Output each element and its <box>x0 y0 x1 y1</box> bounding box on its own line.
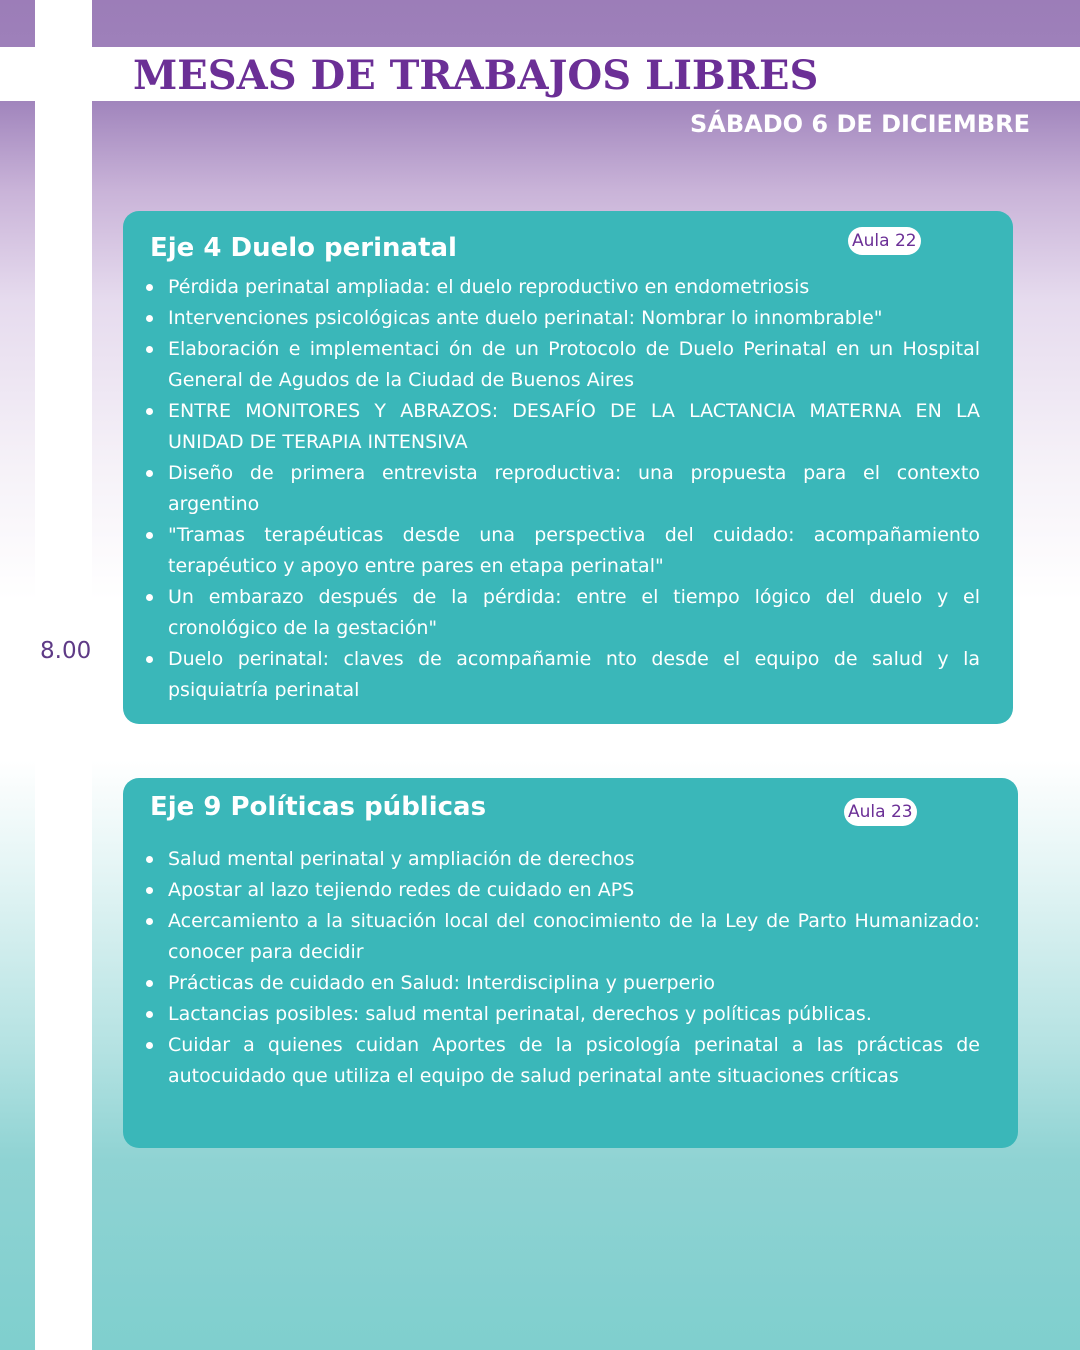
list-item: Acercamiento a la situación local del conocimiento de la Ley de Parto Humanizado: conocer para decidir <box>168 906 980 968</box>
list-item: Duelo perinatal: claves de acompañamie nto desde el equipo de salud y la psiquiatría perinatal <box>168 644 980 706</box>
page-title: MESAS DE TRABAJOS LIBRES <box>133 52 819 99</box>
list-item: Salud mental perinatal y ampliación de derechos <box>168 844 980 875</box>
list-item: Intervenciones psicológicas ante duelo perinatal: Nombrar lo innombrable" <box>168 303 980 334</box>
session-card-eje-4 <box>123 211 1013 724</box>
room-badge: Aula 23 <box>844 798 917 826</box>
paper-list <box>168 844 980 1092</box>
session-title: Eje 9 Políticas públicas <box>150 792 487 822</box>
list-item: Pérdida perinatal ampliada: el duelo reproductivo en endometriosis <box>168 272 980 303</box>
list-item: Lactancias posibles: salud mental perinatal, derechos y políticas públicas. <box>168 999 980 1030</box>
list-item: "Tramas terapéuticas desde una perspectiva del cuidado: acompañamiento terapéutico y apoyo entre pares en etapa perinatal" <box>168 520 980 582</box>
list-item: Elaboración e implementaci ón de un Protocolo de Duelo Perinatal en un Hospital General de Agudos de la Ciudad de Buenos Aires <box>168 334 980 396</box>
list-item: Apostar al lazo tejiendo redes de cuidado en APS <box>168 875 980 906</box>
room-badge: Aula 22 <box>848 227 921 255</box>
list-item: Cuidar a quienes cuidan Aportes de la psicología perinatal a las prácticas de autocuidado que utiliza el equipo de salud perinatal ante situaciones críticas <box>168 1030 980 1092</box>
left-white-strip <box>35 0 92 1350</box>
list-item: Prácticas de cuidado en Salud: Interdisciplina y puerperio <box>168 968 980 999</box>
list-item: ENTRE MONITORES Y ABRAZOS: DESAFÍO DE LA LACTANCIA MATERNA EN LA UNIDAD DE TERAPIA INTENSIVA <box>168 396 980 458</box>
event-date: SÁBADO 6 DE DICIEMBRE <box>690 110 1030 138</box>
list-item: Un embarazo después de la pérdida: entre el tiempo lógico del duelo y el cronológico de la gestación" <box>168 582 980 644</box>
paper-list <box>168 272 980 706</box>
session-title: Eje 4 Duelo perinatal <box>150 233 457 263</box>
session-time: 8.00 <box>40 638 92 664</box>
list-item: Diseño de primera entrevista reproductiva: una propuesta para el contexto argentino <box>168 458 980 520</box>
session-card-eje-9 <box>123 778 1018 1148</box>
